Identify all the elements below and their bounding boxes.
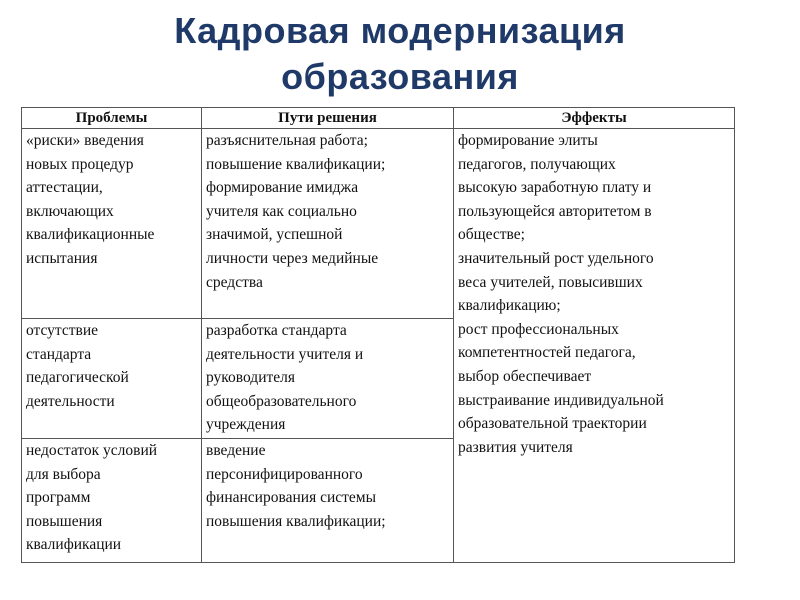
cell-text-line: испытания (26, 249, 98, 267)
header-problems: Проблемы (22, 108, 202, 129)
page-title (0, 8, 800, 100)
cell-text-line: повышение квалификации; (206, 155, 386, 173)
cell-text-line: финансирования системы (206, 489, 377, 507)
cell-text-line: разработка стандарта (206, 322, 347, 339)
cell-text-line: повышения квалификации; (206, 512, 386, 530)
cell-text-line: педагогов, получающих (458, 155, 616, 173)
cell-text-line: компетентностей педагога, (458, 344, 636, 362)
cell-text-line: образовательной траектории (458, 415, 647, 433)
header-effects: Эффекты (454, 108, 735, 129)
cell-text-line: для выбора (26, 465, 101, 483)
cell-text-line: аттестации, (26, 179, 103, 197)
cell-text-line: выстраивание индивидуальной (458, 391, 664, 409)
cell-text-line: веса учителей, повысивших (458, 273, 643, 291)
problem-cell (22, 319, 202, 439)
table-header-row (22, 108, 735, 129)
cell-text-line: деятельности учителя и (206, 345, 364, 363)
effects-cell (454, 129, 735, 563)
cell-text-line: учителя как социально (206, 202, 357, 220)
cell-text-line: общеобразовательного (206, 392, 357, 410)
cell-text-line: персонифицированного (206, 465, 363, 483)
cell-text-line: формирование имиджа (206, 179, 359, 197)
cell-text-line: обществе; (458, 226, 525, 244)
cell-text-line: педагогической (26, 369, 129, 387)
cell-text-line: значительный рост удельного (458, 249, 654, 267)
cell-text-line: «риски» введения (26, 132, 144, 149)
solution-cell (202, 439, 454, 563)
cell-text-line: разъяснительная работа; (206, 132, 368, 149)
solution-cell (202, 319, 454, 439)
cell-text-line: рост профессиональных (458, 320, 619, 338)
cell-text-line: значимой, успешной (206, 226, 343, 244)
page-title-line-2: образования (281, 56, 519, 97)
problem-cell (22, 129, 202, 319)
page-title-line-1: Кадровая модернизация (174, 10, 626, 51)
modernization-table (21, 107, 735, 563)
cell-text-line: выбор обеспечивает (458, 367, 592, 385)
cell-text-line: квалификации (26, 536, 122, 554)
cell-text-line: включающих (26, 202, 114, 220)
cell-text-line: повышения (26, 512, 103, 530)
cell-text-line: пользующейся авторитетом в (458, 202, 652, 220)
cell-text-line: отсутствие (26, 322, 99, 339)
header-solutions: Пути решения (202, 108, 454, 129)
cell-text-line: квалификацию; (458, 297, 561, 315)
solution-cell (202, 129, 454, 319)
cell-text-line: учреждения (206, 416, 286, 434)
cell-text-line: введение (206, 442, 266, 459)
cell-text-line: средства (206, 273, 263, 291)
cell-text-line: руководителя (206, 369, 296, 387)
cell-text-line: развития учителя (458, 438, 573, 456)
cell-text-line: формирование элиты (458, 132, 598, 149)
problem-cell (22, 439, 202, 563)
cell-text-line: квалификационные (26, 226, 155, 244)
table-row (22, 129, 735, 319)
cell-text-line: личности через медийные (206, 249, 379, 267)
cell-text-line: новых процедур (26, 155, 134, 173)
cell-text-line: недостаток условий (26, 442, 158, 459)
cell-text-line: высокую заработную плату и (458, 179, 652, 197)
cell-text-line: стандарта (26, 345, 92, 363)
cell-text-line: программ (26, 489, 91, 507)
cell-text-line: деятельности (26, 392, 115, 410)
